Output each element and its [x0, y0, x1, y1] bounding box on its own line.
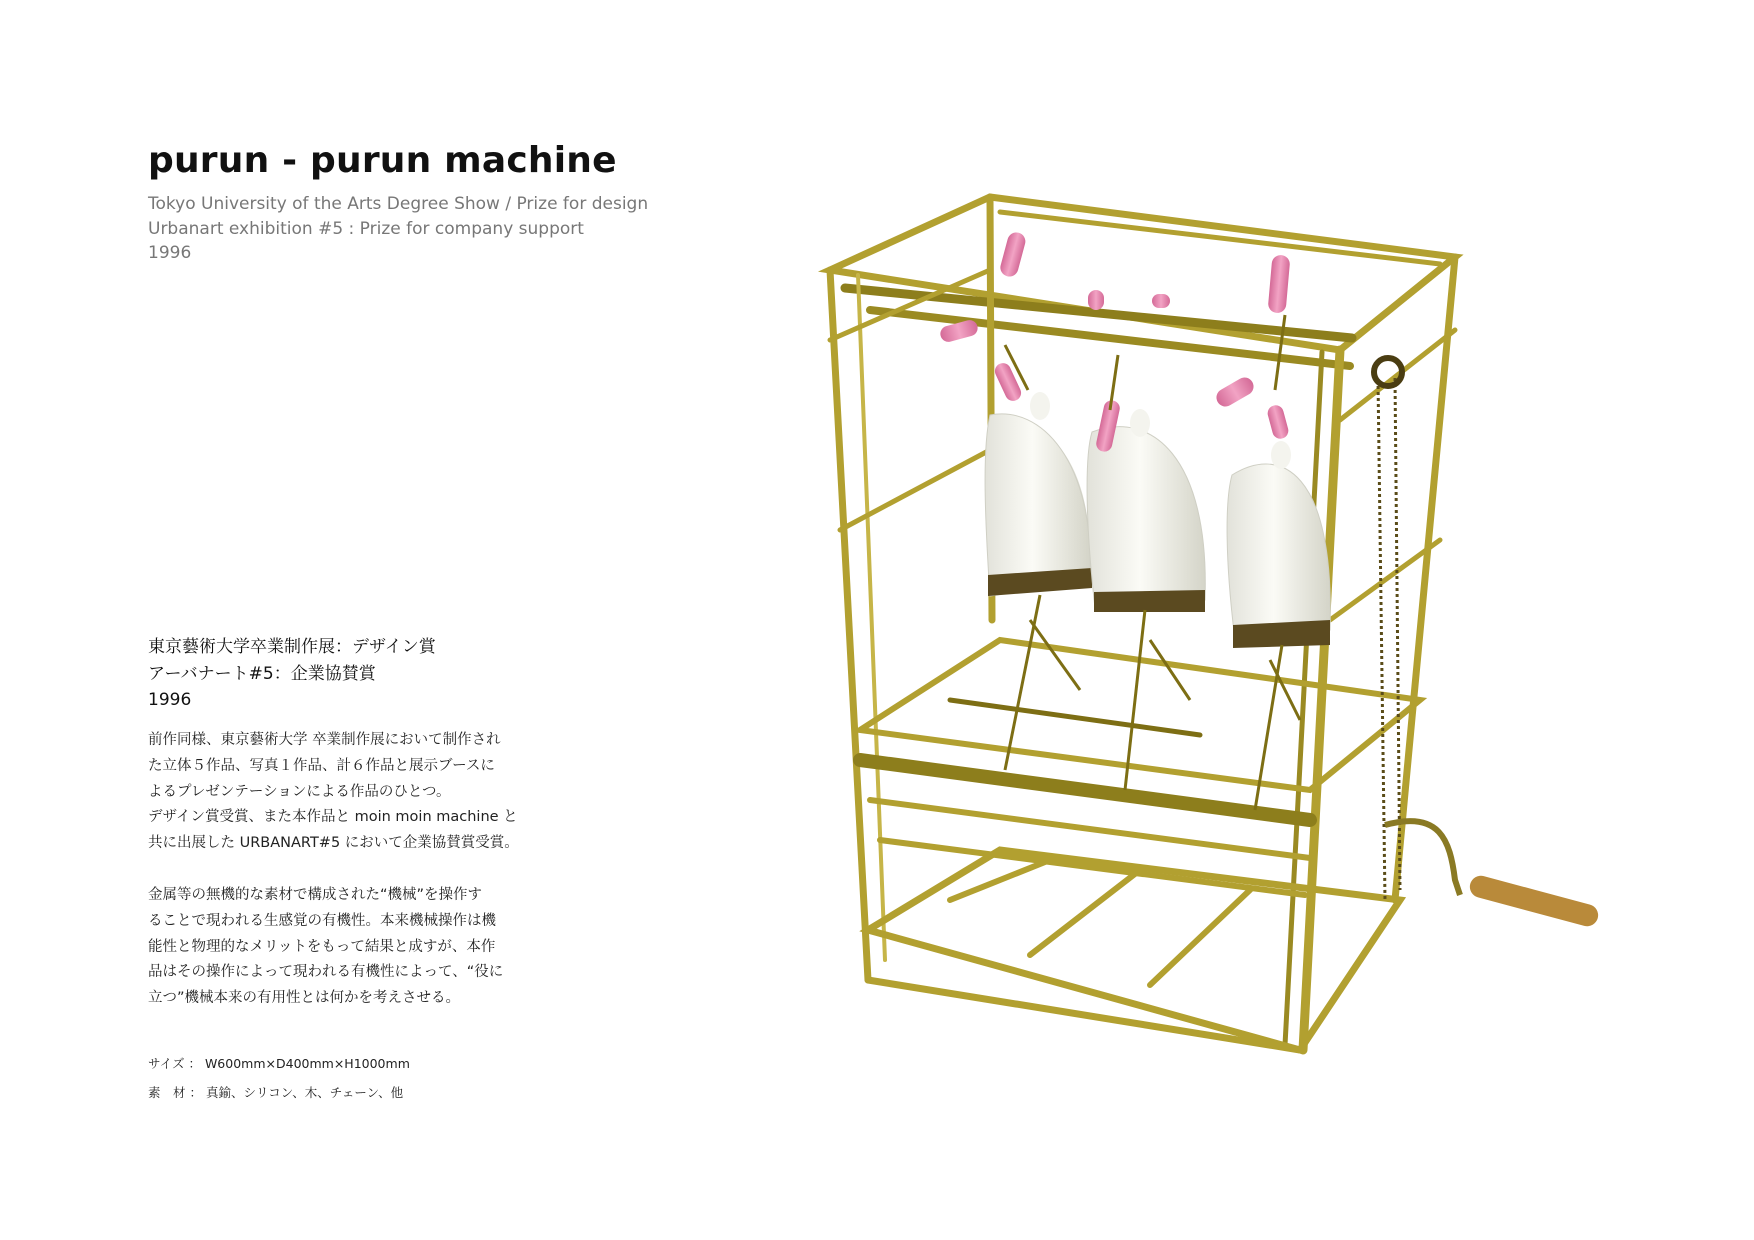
spec-size: サイズ ： W600mm×D400mm×H1000mm [148, 1056, 410, 1071]
description-line: 共に出展した URBANART#5 において企業協賛賞受賞。 [148, 835, 519, 852]
bell-left [985, 392, 1092, 596]
description-line: デザイン賞受賞、また本作品と moin moin machine と [148, 809, 518, 826]
description-line: た立体５作品、写真１作品、計６作品と展示ブースに [148, 757, 495, 774]
description-line: 品はその操作によって現われる有機性によって、“役に [148, 964, 504, 981]
description-line: ることで現われる生感覚の有機性。本来機械操作は機 [148, 912, 496, 929]
description-line: 立つ”機械本来の有用性とは何かを考えさせる。 [148, 990, 461, 1007]
paragraph-spacer [148, 857, 528, 883]
description-line: 能性と物理的なメリットをもって結果と成すが、本作 [148, 938, 496, 955]
subtitle-block [148, 192, 648, 266]
jp-heading-line: アーバナート#5：企業協賛賞 [148, 663, 376, 684]
description [148, 728, 528, 1012]
description-line: 金属等の無機的な素材で構成された“機械”を操作す [148, 886, 483, 903]
crank-handle [1385, 821, 1601, 929]
machine-photo [780, 180, 1640, 1084]
subtitle-line: 1996 [148, 243, 192, 263]
subtitle-line: Urbanart exhibition #5 : Prize for company support [148, 218, 584, 239]
chain-drive [1374, 358, 1402, 900]
spec-material: 素 材 ： 真鍮、シリコン、木、チェーン、他 [148, 1085, 404, 1100]
jp-heading-line: 1996 [148, 690, 192, 710]
subtitle-line: Tokyo University of the Arts Degree Show / Prize for design [148, 194, 649, 214]
jp-heading-line: 東京藝術大学卒業制作展：デザイン賞 [148, 637, 436, 657]
page-title: purun - purun machine [148, 140, 617, 181]
description-line: よるプレゼンテーションによる作品のひとつ。 [148, 783, 451, 800]
brass-machine-illustration [780, 180, 1640, 1080]
japanese-heading [148, 634, 436, 714]
description-line: 前作同様、東京藝術大学 卒業制作展において制作され [148, 732, 501, 748]
specifications [148, 1049, 410, 1107]
